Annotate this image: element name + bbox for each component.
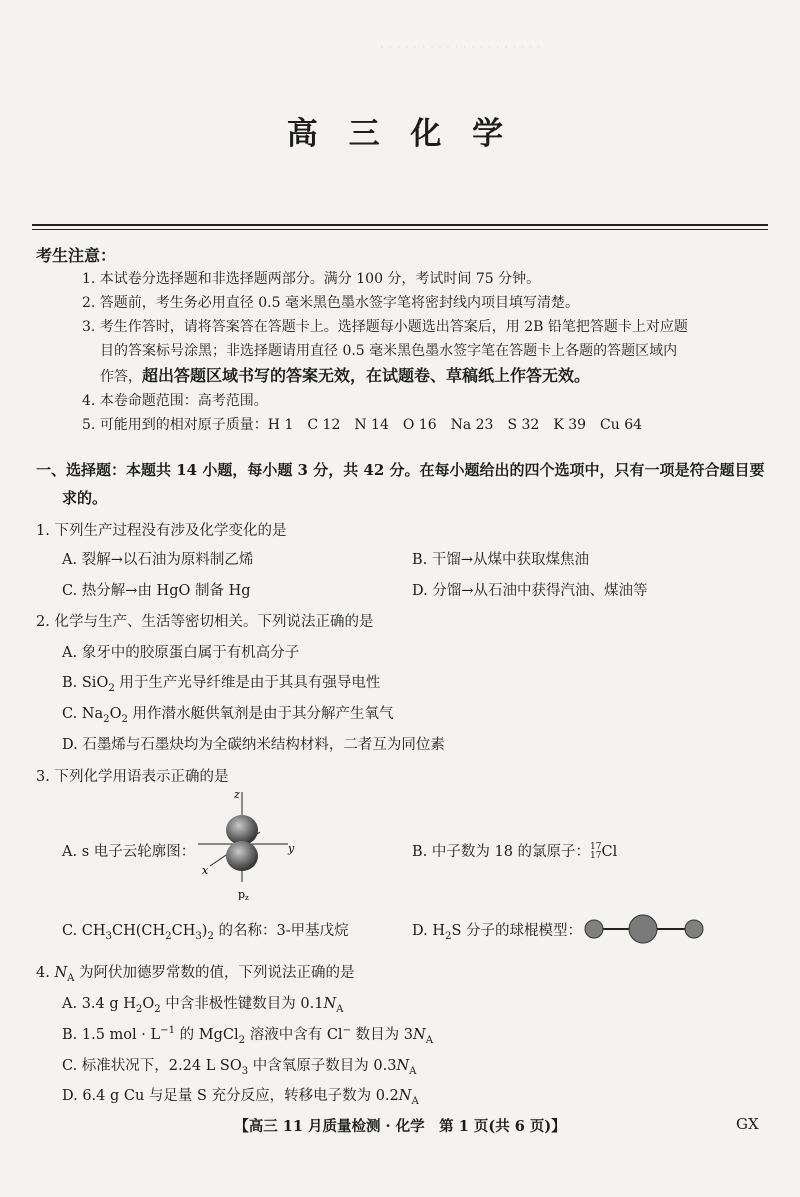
orbital-subscript: z: [245, 894, 249, 900]
notice-heading: 考生注意：: [36, 246, 117, 265]
q4-a-part1: A. 3.4 g H: [62, 996, 136, 1012]
question-4-option-b: [62, 1023, 433, 1046]
notice-emphasis: 超出答题区域书写的答案无效，在试题卷、草稿纸上作答无效。: [142, 366, 591, 385]
q4-b-na-sub: A: [425, 1034, 433, 1046]
q4-b-part1: B. 1.5 mol · L: [62, 1027, 161, 1043]
question-3-option-c: [62, 919, 349, 942]
q4-a-sub1: 2: [135, 1003, 143, 1015]
notice-item-4: 4. 本卷命题范围：高考范围。: [82, 393, 268, 409]
bleed-through-text: · · · · · · · · · · · · · · · · · · · ·: [380, 40, 542, 55]
axis-x-label: x: [202, 864, 209, 877]
p-orbital-figure: [196, 786, 308, 900]
isotope-numbers: [590, 843, 601, 861]
q3-c-part1: C. CH: [62, 923, 106, 939]
axis-z-label: z: [234, 788, 240, 801]
q3-c-part2: CH(CH: [112, 923, 166, 939]
q4-b-part4: 数目为 3: [351, 1027, 413, 1043]
q2-c-part2: O: [109, 706, 122, 722]
q4-c-na: N: [396, 1058, 410, 1074]
notice-item-3-end: [100, 363, 590, 386]
q4-b-part2: 的 MgCl: [175, 1027, 239, 1043]
q4-stem-text: 为阿伏加德罗常数的值，下列说法正确的是: [74, 965, 355, 981]
page-title: 高 三 化 学: [286, 116, 514, 152]
q4-c-part1: C. 标准状况下，2.24 L SO: [62, 1058, 242, 1074]
hydrogen-atom-right: [685, 920, 703, 938]
notice-item-2: 2. 答题前，考生务必用直径 0.5 毫米黑色墨水签字笔将密封线内项目填写清楚。: [82, 295, 579, 311]
question-4-option-d: [62, 1084, 419, 1107]
q4-c-sub: 3: [241, 1065, 249, 1077]
q3-b-text: B. 中子数为 18 的氯原子：: [412, 844, 591, 860]
q4-b-sup1: −1: [160, 1025, 176, 1037]
q4-c-na-sub: A: [409, 1065, 417, 1077]
notice-item-1: 1. 本试卷分选择题和非选择题两部分。满分 100 分，考试时间 75 分钟。: [82, 271, 541, 287]
notice-item-3: 3. 考生作答时，请将答案答在答题卡上。选择题每小题选出答案后，用 2B 铅笔把答题卡上对应题: [82, 319, 688, 335]
hydrogen-atom-left: [585, 920, 603, 938]
question-1-option-c: C. 热分解→由 HgO 制备 Hg: [62, 583, 251, 599]
isotope-atomic-number: 17: [590, 851, 602, 861]
question-1-option-d: D. 分馏→从石油中获得汽油、煤油等: [412, 583, 648, 599]
q3-c-part3: CH: [171, 923, 196, 939]
orbital-label: [238, 888, 249, 900]
q2-b-sub: 2: [108, 682, 115, 694]
q4-a-part3: 中含非极性键数目为 0.1: [160, 996, 324, 1012]
q4-b-sub: 2: [238, 1034, 246, 1046]
q2-c-part1: C. Na: [62, 706, 104, 722]
q3-c-sub1: 3: [105, 930, 112, 942]
q2-b-part1: B. SiO: [62, 675, 109, 691]
header-rule-thick: [32, 224, 768, 226]
q3-c-part4: ): [201, 923, 208, 939]
question-4-stem: 4. $N_A$ 为阿伏加德罗常数的值，下列说法正确的是: [36, 965, 355, 984]
q4-d-text: D. 6.4 g Cu 与足量 S 充分反应，转移电子数为 0.2: [62, 1088, 399, 1104]
region-code: GX: [736, 1115, 759, 1133]
q4-a-part2: O: [142, 996, 155, 1012]
q2-b-part2: 用于生产光导纤维是由于其具有强导电性: [114, 675, 381, 691]
notice-item-5: 5. 可能用到的相对原子质量：H 1 C 12 N 14 O 16 Na 23 S 32 K 39 Cu 64: [82, 417, 643, 433]
question-2-option-d: D. 石墨烯与石墨炔均为全碳纳米结构材料，二者互为同位素: [62, 737, 445, 753]
q4-b-part3: 溶液中含有 Cl: [245, 1027, 343, 1043]
q3-c-sub2: 2: [165, 930, 172, 942]
q3-d-part2: S 分子的球棍模型：: [451, 923, 582, 939]
q3-d-part1: D. H: [412, 923, 445, 939]
q4-c-part2: 中含氧原子数目为 0.3: [248, 1058, 397, 1074]
notice-item-3-cont: 目的答案标号涂黑；非选择题请用直径 0.5 毫米黑色墨水签字笔在答题卡上各题的答题区域内: [100, 343, 678, 359]
isotope-element: Cl: [601, 844, 618, 860]
notice-item-3-end-text: 作答，: [100, 369, 142, 385]
question-2-option-a: A. 象牙中的胶原蛋白属于有机高分子: [62, 645, 300, 661]
orbital-lower-lobe: [226, 841, 258, 871]
q4-b-na: N: [413, 1027, 426, 1043]
q4-d-na: N: [398, 1088, 412, 1104]
isotope-mass-number: 17: [590, 842, 602, 852]
sulfur-atom: [629, 915, 657, 943]
question-3-option-a: A. s 电子云轮廓图：: [62, 844, 196, 860]
q4-d-na-sub: A: [411, 1095, 419, 1107]
q4-a-na-sub: A: [336, 1003, 344, 1015]
section-heading-line2: 求的。: [62, 489, 108, 507]
axis-y-label: y: [288, 842, 295, 855]
q3-d-sub: 2: [444, 930, 452, 942]
question-2-stem: 2. 化学与生产、生活等密切相关。下列说法正确的是: [36, 614, 374, 630]
question-3-option-b: [412, 840, 617, 861]
q4-a-sub2: 2: [154, 1003, 161, 1015]
page-footer: 【高三 11 月质量检测 · 化学 第 1 页(共 6 页)】: [234, 1118, 566, 1135]
question-4-option-a: [62, 992, 343, 1015]
question-3-stem: 3. 下列化学用语表示正确的是: [36, 769, 229, 785]
q4-na: N: [54, 965, 68, 981]
question-2-option-c: [62, 702, 394, 725]
orbital-upper-lobe: [226, 815, 258, 845]
q3-c-sub4: 2: [207, 930, 214, 942]
q3-c-sub3: 3: [195, 930, 202, 942]
q2-c-sub1: 2: [103, 713, 110, 725]
h2s-ball-stick-model: [582, 914, 708, 946]
question-2-option-b: [62, 671, 380, 694]
q3-c-part5: 的名称：3-甲基戊烷: [213, 923, 349, 939]
header-rule-thin: [32, 229, 768, 230]
question-1-option-b: B. 干馏→从煤中获取煤焦油: [412, 552, 590, 568]
question-1-option-a: A. 裂解→以石油为原料制乙烯: [62, 552, 254, 568]
q4-a-na: N: [323, 996, 337, 1012]
section-heading-line1: 一、选择题：本题共 14 小题，每小题 3 分，共 42 分。在每小题给出的四个选项中，只有一项是符合题目要: [36, 461, 765, 479]
orbital-letter: p: [238, 888, 246, 900]
question-1-stem: 1. 下列生产过程没有涉及化学变化的是: [36, 523, 287, 539]
question-3-option-d: [412, 919, 582, 942]
q4-b-sup2: −: [342, 1025, 352, 1037]
q2-c-sub2: 2: [121, 713, 128, 725]
q4-na-sub: A: [67, 972, 75, 984]
q2-c-part3: 用作潜水艇供氧剂是由于其分解产生氧气: [127, 706, 394, 722]
question-4-option-c: [62, 1054, 416, 1077]
